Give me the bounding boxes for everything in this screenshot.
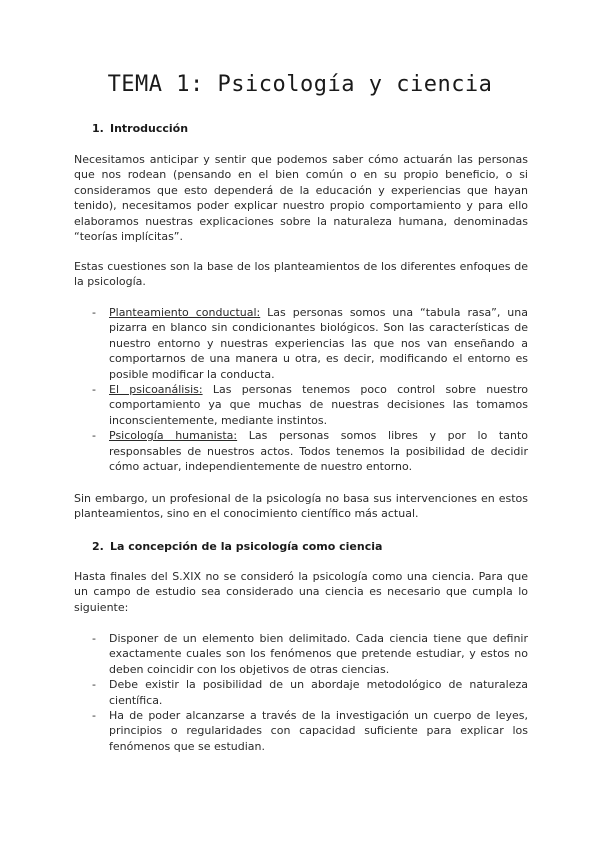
- bullet-term: Psicología humanista:: [109, 429, 238, 443]
- bullet-text: Disponer de un elemento bien delimitado. Cada ciencia tiene que definir exactamente cuales son los fenómenos que pretende estudiar, y estos no deben coincidir con los objetivos de otras ciencias.: [109, 632, 528, 676]
- section-title: La concepción de la psicología como ciencia: [110, 540, 383, 553]
- bullet-term: El psicoanálisis:: [109, 383, 203, 397]
- paragraph-intro: Necesitamos anticipar y sentir que podemos saber cómo actuarán las personas que nos rodean (pensando en el bien común o en su propio beneficio, o si consideramos que esto dependerá de la educación y experiencias que hayan tenido), necesitamos poder explicar nuestro propio comportamiento y para ello elaboramos nuestras explicaciones sobre la naturaleza humana, denominadas “teorías implícitas”.: [74, 153, 528, 244]
- list-item: [92, 305, 528, 382]
- bullet-dash: -: [92, 678, 96, 692]
- section-heading-introduccion: [92, 122, 188, 135]
- bullet-text: Las personas somos una “tabula rasa”, una pizarra en blanco sin condicionantes biológicos. Son las características de nuestro entorno y nuestras experiencias las que nos van enseñando a comportarnos de una manera u otra, es decir, modificando el entorno es posible modificar la conducta.: [109, 306, 528, 381]
- bullet-dash: -: [92, 383, 96, 397]
- bullet-dash: -: [92, 632, 96, 645]
- list-item: [92, 677, 528, 708]
- bullet-dash: -: [92, 306, 96, 319]
- approaches-list: [92, 305, 528, 474]
- bullet-dash: -: [92, 709, 96, 723]
- section-title: Introducción: [110, 122, 189, 135]
- requirements-list: [92, 631, 528, 754]
- list-item: [92, 631, 528, 677]
- paragraph-closing: Sin embargo, un profesional de la psicología no basa sus intervenciones en estos planteamientos, sino en el conocimiento científico más actual.: [74, 492, 528, 521]
- paragraph-enfoques: Estas cuestiones son la base de los planteamientos de los diferentes enfoques de la psicología.: [74, 260, 528, 289]
- list-item: [92, 708, 528, 754]
- bullet-text: Ha de poder alcanzarse a través de la investigación un cuerpo de leyes, principios o regularidades con capacidad suficiente para explicar los fenómenos que se estudian.: [109, 709, 528, 753]
- section-heading-concepcion: [92, 540, 382, 553]
- list-item: [92, 382, 528, 428]
- list-item: [92, 428, 528, 474]
- bullet-text: Las personas somos libres y por lo tanto responsables de nuestros actos. Todos tenemos la posibilidad de decidir cómo actuar, independientemente de nuestro entorno.: [109, 429, 528, 474]
- paragraph-ciencia: Hasta finales del S.XIX no se consideró la psicología como una ciencia. Para que un campo de estudio sea considerado una ciencia es necesario que cumpla lo siguiente:: [74, 570, 528, 614]
- section-number: 2.: [92, 540, 104, 553]
- bullet-term: Planteamiento conductual:: [109, 306, 261, 319]
- document-title: TEMA 1: Psicología y ciencia: [107, 72, 493, 97]
- bullet-text: Debe existir la posibilidad de un abordaje metodológico de naturaleza científica.: [109, 678, 528, 707]
- bullet-text: Las personas tenemos poco control sobre nuestro comportamiento ya que muchas de nuestras decisiones las tomamos inconscientemente, mediante instintos.: [109, 383, 528, 427]
- bullet-dash: -: [92, 429, 96, 443]
- section-number: 1.: [92, 122, 104, 135]
